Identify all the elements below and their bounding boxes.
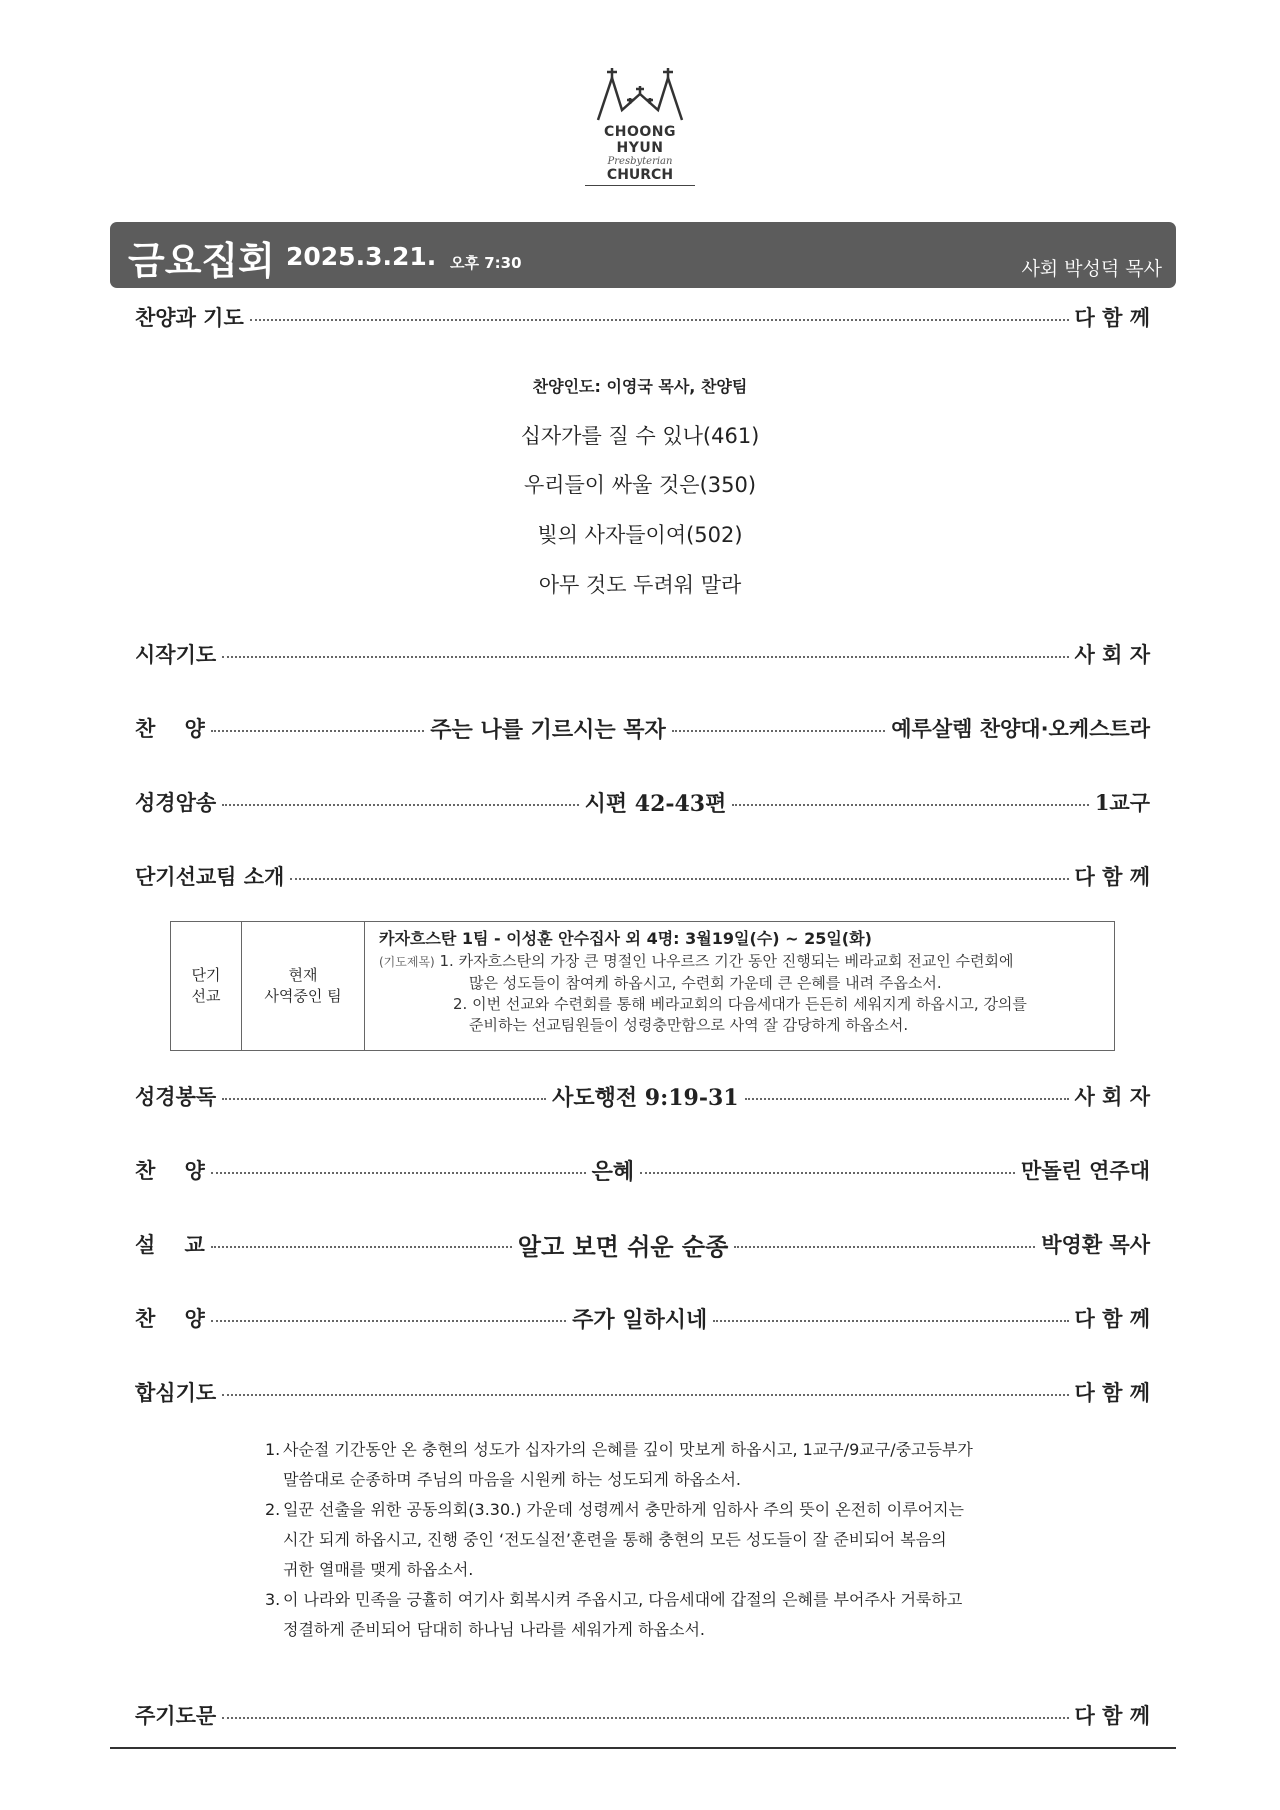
dot-leader — [222, 656, 1068, 658]
dot-leader — [250, 319, 1069, 321]
dot-leader — [211, 1246, 512, 1248]
dot-leader — [640, 1172, 1015, 1174]
order-label: 찬 양 — [135, 1307, 205, 1331]
logo-line2: Presbyterian — [607, 156, 673, 167]
order-row-hymn1 — [135, 711, 1150, 745]
praise-leader: 찬양인도: 이영국 목사, 찬양팀 — [532, 377, 748, 396]
song-item: 우리들이 싸울 것은(350) — [523, 473, 757, 497]
order-row-opening-prayer — [135, 637, 1150, 671]
order-row-joint-prayer — [135, 1375, 1150, 1409]
prayer-number: 1. — [265, 1440, 281, 1459]
church-logo — [585, 66, 695, 186]
prayer-line: 정결하게 준비되어 담대히 하나님 나라를 세워가게 하옵소서. — [283, 1620, 706, 1639]
dot-leader — [222, 1394, 1068, 1396]
prayer-text: 사순절 기간동안 온 충현의 성도가 십자가의 은혜를 깊이 맛보게 하옵시고, 1교구/9교구/중고등부가 — [283, 1440, 973, 1459]
mission-cell-type — [171, 922, 242, 1051]
dot-leader — [211, 1172, 586, 1174]
order-right: 다 함 께 — [1074, 1307, 1151, 1331]
prayer-text: 이 나라와 민족을 긍휼히 여기사 회복시켜 주옵시고, 다음세대에 갑절의 은혜를 부어주사 거룩하고 — [283, 1590, 963, 1609]
order-label: 합심기도 — [135, 1381, 217, 1405]
prayer-line: 말씀대로 순종하며 주님의 마음을 시원케 하는 성도되게 하옵소서. — [283, 1470, 742, 1489]
prayer-line — [265, 1585, 1045, 1615]
service-header — [110, 222, 1176, 288]
order-label: 설 교 — [135, 1233, 205, 1257]
order-label: 찬 양 — [135, 717, 205, 741]
order-mid: 주가 일하시네 — [572, 1307, 708, 1333]
service-time: 오후 7:30 — [450, 254, 522, 272]
order-mid: 시편 42-43편 — [584, 790, 727, 817]
mission-type-line: 선교 — [191, 987, 221, 1005]
prayer-item — [265, 1495, 1045, 1585]
mission-heading: 카자흐스탄 1팀 - 이성훈 안수집사 외 4명: 3월19일(수) ~ 25일(화) — [379, 929, 872, 948]
prayer-item — [265, 1435, 1045, 1495]
dot-leader — [222, 804, 578, 806]
order-right: 다 함 께 — [1074, 1704, 1150, 1728]
service-date: 2025.3.21. — [286, 242, 437, 271]
order-right: 박영환 목사 — [1041, 1233, 1150, 1257]
order-row-praise-prayer — [135, 300, 1150, 334]
prayer-text: 일꾼 선출을 위한 공동의회(3.30.) 가운데 성령께서 충만하게 임하사 주의 뜻이 온전히 이루어지는 — [283, 1500, 965, 1519]
service-leader: 사회 박성덕 목사 — [1021, 258, 1162, 280]
order-right: 사 회 자 — [1074, 1085, 1151, 1109]
order-label: 찬 양 — [135, 1159, 205, 1183]
prayer-list — [265, 1435, 1045, 1645]
dot-leader — [713, 1320, 1068, 1322]
sermon-title: 알고 보면 쉬운 순종 — [517, 1232, 729, 1261]
order-row-hymn3 — [135, 1301, 1150, 1335]
bottom-divider — [110, 1747, 1176, 1749]
order-right: 만돌린 연주대 — [1020, 1159, 1150, 1183]
order-label: 성경봉독 — [135, 1085, 217, 1109]
song-item: 빛의 사자들이여(502) — [537, 523, 743, 547]
order-mid: 주는 나를 기르시는 목자 — [430, 717, 666, 743]
order-right: 다 함 께 — [1074, 1381, 1150, 1405]
prayer-item — [265, 1585, 1045, 1645]
prayer-number: 2. — [265, 1500, 281, 1519]
song-item: 아무 것도 두려워 말라 — [538, 573, 742, 597]
dot-leader — [222, 1098, 546, 1100]
order-right: 사 회 자 — [1074, 643, 1150, 667]
order-row-recitation — [135, 785, 1150, 819]
dot-leader — [222, 1717, 1068, 1719]
prayer-line: 시간 되게 하옵시고, 진행 중인 ‘전도실전’훈련을 통해 충현의 모든 성도들이 잘 준비되어 복음의 — [283, 1530, 947, 1549]
logo-line1: CHOONG HYUN — [603, 124, 676, 156]
church-steeple-icon — [592, 66, 688, 122]
mission-table — [170, 921, 1115, 1051]
mission-prayer-tag: (기도제목) — [379, 955, 435, 969]
mission-prayer-line — [379, 951, 1100, 973]
order-label: 단기선교팀 소개 — [135, 865, 285, 889]
order-row-hymn2 — [135, 1153, 1150, 1187]
service-title: 금요집회 — [128, 239, 275, 283]
logo-line3: CHURCH — [585, 167, 695, 186]
dot-leader — [672, 730, 885, 732]
order-mid: 사도행전 9:19-31 — [552, 1084, 739, 1111]
mission-prayer-line: 준비하는 선교팀원들이 성령충만함으로 사역 잘 감당하게 하옵소서. — [469, 1016, 909, 1034]
prayer-line — [265, 1495, 1045, 1525]
order-right: 다 함 께 — [1074, 306, 1150, 330]
order-row-reading — [135, 1079, 1150, 1113]
mission-status-line: 현재 — [288, 966, 318, 984]
dot-leader — [211, 1320, 566, 1322]
order-label: 찬양과 기도 — [135, 306, 244, 330]
order-row-lords-prayer — [135, 1698, 1150, 1732]
order-row-mission-intro — [135, 859, 1150, 893]
dot-leader — [211, 730, 424, 732]
prayer-line — [265, 1435, 1045, 1465]
song-item: 십자가를 질 수 있나(461) — [520, 424, 760, 448]
dot-leader — [290, 878, 1068, 880]
prayer-number: 3. — [265, 1590, 281, 1609]
dot-leader — [745, 1098, 1069, 1100]
order-mid: 은혜 — [591, 1159, 635, 1185]
order-label: 시작기도 — [135, 643, 217, 667]
order-row-sermon — [135, 1227, 1150, 1261]
dot-leader — [734, 1246, 1035, 1248]
mission-cell-status — [242, 922, 365, 1051]
order-right: 1교구 — [1094, 790, 1150, 815]
mission-prayer-text: 1. 카자흐스탄의 가장 큰 명절인 나우르즈 기간 동안 진행되는 베라교회 전교인 수련회에 — [439, 952, 1014, 970]
order-right: 다 함 께 — [1074, 865, 1150, 889]
order-label: 주기도문 — [135, 1704, 217, 1728]
order-label: 성경암송 — [135, 791, 217, 815]
mission-cell-details — [365, 922, 1115, 1051]
dot-leader — [732, 804, 1088, 806]
order-right: 예루살렘 찬양대·오케스트라 — [891, 717, 1150, 741]
mission-prayer-line: 많은 성도들이 참여케 하옵시고, 수련회 가운데 큰 은혜를 내려 주옵소서. — [469, 974, 942, 992]
mission-prayer-line: 2. 이번 선교와 수련회를 통해 베라교회의 다음세대가 든든히 세워지게 하옵시고, 강의를 — [453, 995, 1027, 1013]
prayer-line: 귀한 열매를 맺게 하옵소서. — [283, 1560, 474, 1579]
mission-status-line: 사역중인 팀 — [264, 987, 342, 1005]
mission-type-line: 단기 — [191, 966, 221, 984]
